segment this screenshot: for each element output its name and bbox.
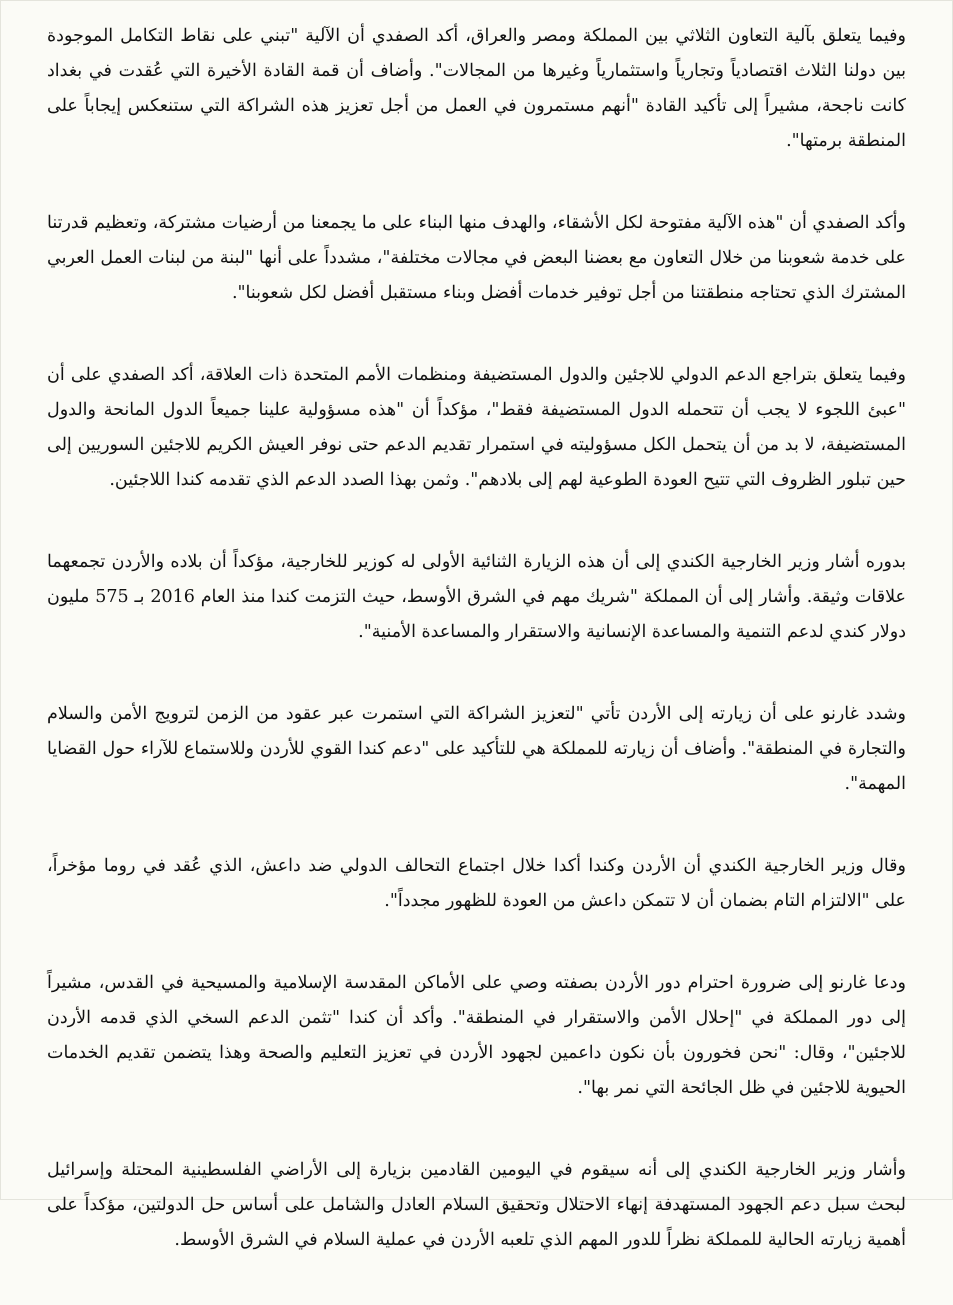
paragraph-anti-isis-coalition: وقال وزير الخارجية الكندي أن الأردن وكندا أكدا خلال اجتماع التحالف الدولي ضد داعش، الذي عُقد في روما مؤخراً، على "الالتزام التام بضمان أن لا تتمكن داعش من العودة للظهور مجدداً". <box>47 856 906 911</box>
paragraph-peace-process: وأشار وزير الخارجية الكندي إلى أنه سيقوم في اليومين القادمين بزيارة إلى الأراضي الفلسطينية المحتلة وإسرائيل لبحث سبل دعم الجهود المستهدفة إنهاء الاحتلال وتحقيق السلام العادل والشامل على أساس حل الدولتين، مؤكداً على أهمية زيارته الحالية للمملكة نظراً للدور المهم الذي تلعبه الأردن في عملية السلام في الشرق الأوسط. <box>47 1160 906 1250</box>
paragraph-custodianship: ودعا غارنو إلى ضرورة احترام دور الأردن بصفته وصي على الأماكن المقدسة الإسلامية والمسيحية في القدس، مشيراً إلى دور المملكة في "إحلال الأمن والاستقرار في المنطقة". وأكد أن كندا "تثمن الدعم السخي الذي قدمه الأردن للاجئين"، وقال: "نحن فخورون بأن نكون داعمين لجهود الأردن في تعزيز التعليم والصحة وهذا يتضمن تقديم الخدمات الحيوية للاجئين في ظل الجائحة التي نمر بها". <box>47 973 906 1098</box>
paragraph-visit-purpose: وشدد غارنو على أن زيارته إلى الأردن تأتي "لتعزيز الشراكة التي استمرت عبر عقود من الزمن لترويج الأمن والسلام والتجارة في المنطقة". وأضاف أن زيارته للمملكة هي للتأكيد على "دعم كندا القوي للأردن وللاستماع للآراء حول القضايا المهمة". <box>47 704 906 794</box>
paragraph-mechanism-open: وأكد الصفدي أن "هذه الآلية مفتوحة لكل الأشقاء، والهدف منها البناء على ما يجمعنا من أرضيات مشتركة، وتعظيم قدرتنا على خدمة شعوبنا من خلال التعاون مع بعضنا البعض في مجالات مختلفة"، مشدداً على أنها "لبنة من لبنات العمل العربي المشترك الذي تحتاجه منطقتنا من أجل توفير خدمات أفضل وبناء مستقبل أفضل لكل شعوبنا". <box>47 213 906 303</box>
paragraph-refugee-support: وفيما يتعلق بتراجع الدعم الدولي للاجئين والدول المستضيفة ومنظمات الأمم المتحدة ذات العلاقة، أكد الصفدي على أن "عبئ اللجوء لا يجب أن تتحمله الدول المستضيفة فقط"، مؤكداً أن "هذه مسؤولية علينا جميعاً الدول المانحة والدول المستضيفة، لا بد من أن يتحمل الكل مسؤوليته في استمرار تقديم الدعم حتى نوفر العيش الكريم للاجئين السوريين إلى حين تبلور الظروف التي تتيح العودة الطوعية لهم إلى بلادهم". وثمن بهذا الصدد الدعم الذي تقدمه كندا اللاجئين. <box>47 365 906 490</box>
paragraph-canada-partnership: بدوره أشار وزير الخارجية الكندي إلى أن هذه الزيارة الثنائية الأولى له كوزير للخارجية، مؤكداً أن بلاده والأردن تجمعهما علاقات وثيقة. وأشار إلى أن المملكة "شريك مهم في الشرق الأوسط، حيث التزمت كندا منذ العام 2016 بـ 575 مليون دولار كندي لدعم التنمية والمساعدة الإنسانية والاستقرار والمساعدة الأمنية". <box>47 552 907 642</box>
article-body <box>47 19 906 1305</box>
paragraph-trilateral-mechanism: وفيما يتعلق بآلية التعاون الثلاثي بين المملكة ومصر والعراق، أكد الصفدي أن الآلية "تبني على نقاط التكامل الموجودة بين دولنا الثلاث اقتصادياً وتجارياً واستثمارياً وغيرها من المجالات". وأضاف أن قمة القادة الأخيرة التي عُقدت في بغداد كانت ناجحة، مشيراً إلى تأكيد القادة "أنهم مستمرون في العمل من أجل تعزيز هذه الشراكة التي ستنعكس إيجاباً على المنطقة برمتها". <box>47 26 906 151</box>
